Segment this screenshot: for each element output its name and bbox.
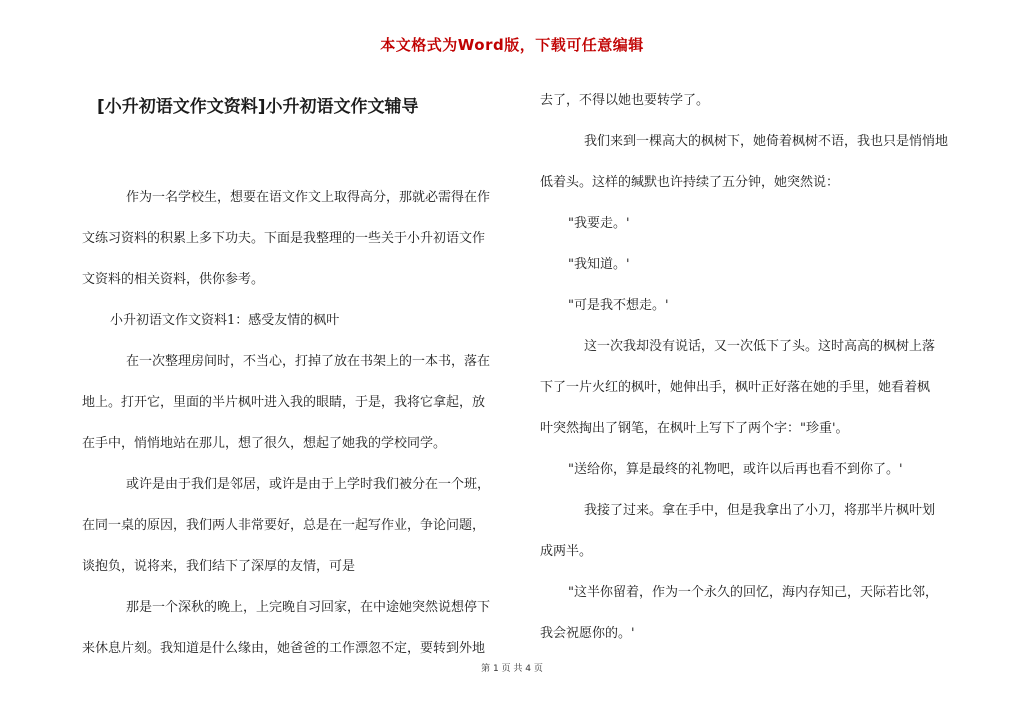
text-line: 成两半。: [540, 544, 593, 559]
text-line: 或许是由于我们是邻居，或许是由于上学时我们被分在一个班，: [126, 477, 491, 492]
text-line: 那是一个深秋的晚上，上完晚自习回家，在中途她突然说想停下: [126, 600, 491, 615]
page-number-footer: 第 1 页 共 4 页: [481, 664, 543, 674]
text-line: 我会祝愿你的。': [540, 626, 635, 641]
text-line: 去了，不得以她也要转学了。: [540, 93, 710, 108]
text-line: 下了一片火红的枫叶，她伸出手，枫叶正好落在她的手里，她看着枫: [540, 380, 931, 395]
right-column: [540, 80, 964, 654]
text-line: 低着头。这样的缄默也许持续了五分钟，她突然说：: [540, 175, 840, 190]
document-header-notice: 本文格式为Word版，下载可任意编辑: [380, 36, 644, 54]
text-line: 来休息片刻。我知道是什么缘由，她爸爸的工作漂忽不定，要转到外地: [82, 641, 486, 656]
text-line: "可是我不想走。': [568, 298, 669, 313]
text-line: 文资料的相关资料，供你参考。: [82, 272, 265, 287]
text-line: "我知道。': [568, 257, 630, 272]
text-line: 在同一桌的原因，我们两人非常要好，总是在一起写作业，争论问题，: [82, 518, 486, 533]
text-line: 文练习资料的积累上多下功夫。下面是我整理的一些关于小升初语文作: [82, 231, 486, 246]
document-title: [小升初语文作文资料]小升初语文作文辅导: [97, 97, 419, 117]
left-column: [82, 177, 514, 669]
text-line: 作为一名学校生，想要在语文作文上取得高分，那就必需得在作: [126, 190, 491, 205]
text-line: 在一次整理房间时，不当心，打掉了放在书架上的一本书，落在: [126, 354, 491, 369]
text-line: 在手中，悄悄地站在那儿，想了很久，想起了她我的学校同学。: [82, 436, 447, 451]
section-heading: 小升初语文作文资料1：感受友情的枫叶: [110, 313, 340, 328]
text-line: 我们来到一棵高大的枫树下，她倚着枫树不语，我也只是悄悄地: [584, 134, 949, 149]
text-line: 这一次我却没有说话，又一次低下了头。这时高高的枫树上落: [584, 339, 936, 354]
text-line: "我要走。': [568, 216, 630, 231]
text-line: "送给你，算是最终的礼物吧，或许以后再也看不到你了。': [568, 462, 903, 477]
text-line: 谈抱负，说将来，我们结下了深厚的友情，可是: [82, 559, 356, 574]
text-line: 地上。打开它，里面的半片枫叶进入我的眼睛，于是，我将它拿起，放: [82, 395, 486, 410]
text-line: "这半你留着，作为一个永久的回忆，海内存知己，天际若比邻，: [568, 585, 938, 600]
text-line: 叶突然掏出了钢笔，在枫叶上写下了两个字："珍重'。: [540, 421, 849, 436]
text-line: 我接了过来。拿在手中，但是我拿出了小刀，将那半片枫叶划: [584, 503, 936, 518]
